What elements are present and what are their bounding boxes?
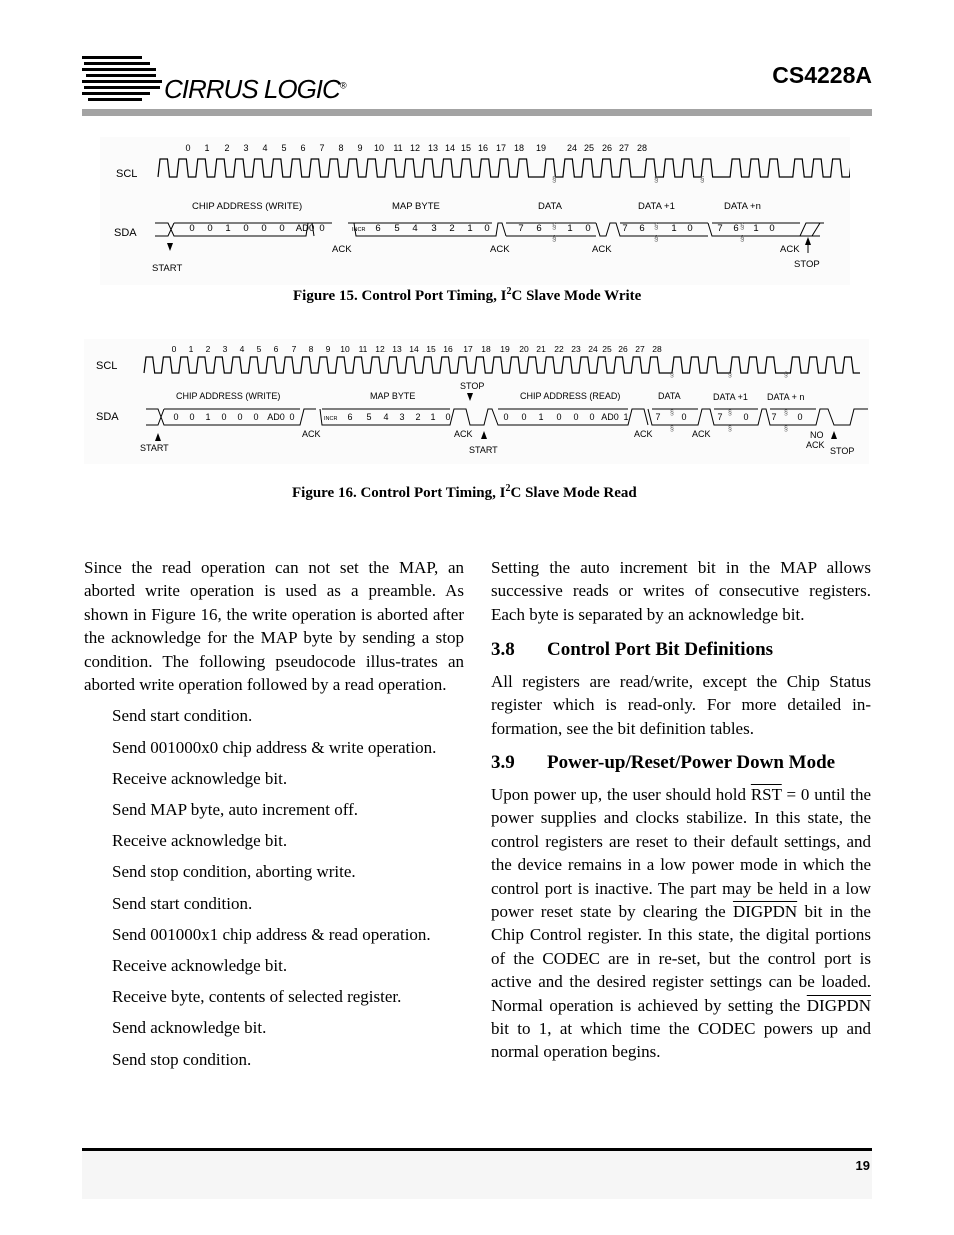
fig15-clock-number: 19 — [535, 143, 547, 153]
pseudocode-step: Send stop condition. — [112, 1049, 252, 1069]
fig16-map-bit: 3 — [399, 412, 405, 422]
figure-15-caption: Figure 15. Control Port Timing, $I^2C$ Slave Mode Write — [293, 286, 642, 304]
fig16-section-data-plus-n: DATA + n — [767, 392, 805, 402]
fig15-clock-number: 3 — [243, 143, 249, 153]
fig16-clock-number: 27 — [635, 344, 645, 354]
fig16-datan-bit: 0 — [797, 412, 803, 422]
fig15-bit-labels — [189, 223, 774, 234]
page-number: 19 — [855, 1158, 870, 1173]
pseudocode-step: Send 001000x0 chip address & write operation. — [112, 737, 437, 757]
svg-text:§: § — [784, 426, 788, 433]
fig16-clock-number: 24 — [588, 344, 598, 354]
fig16-clock-number: 12 — [375, 344, 385, 354]
fig16-clock-number: 14 — [409, 344, 419, 354]
fig16-chip-write-bit: 1 — [205, 412, 211, 422]
fig15-chip-bit: 0 — [319, 223, 325, 234]
svg-text:§: § — [654, 234, 659, 243]
fig16-clock-number: 26 — [618, 344, 628, 354]
fig16-clock-number: 22 — [554, 344, 564, 354]
svg-text:§: § — [670, 410, 674, 417]
pseudocode-step: Receive acknowledge bit. — [112, 768, 288, 788]
fig16-chip-read-bit: AD0 — [601, 412, 619, 422]
fig15-clock-number: 14 — [444, 143, 456, 153]
fig16-no-ack-line-2: ACK — [806, 440, 825, 450]
rst-signal: $\overline{RST}$ — [750, 785, 782, 804]
fig16-clock-number: 16 — [443, 344, 453, 354]
fig15-map-bit: 3 — [431, 223, 437, 234]
pseudocode-step: Send acknowledge bit. — [112, 1018, 267, 1038]
fig16-break-marks — [670, 372, 788, 433]
fig15-sda-label: SDA — [114, 227, 137, 239]
fig15-data1-bit: 7 — [622, 223, 628, 234]
fig15-clock-number: 15 — [460, 143, 472, 153]
fig15-map-bit: 0 — [484, 223, 490, 234]
fig16-clock-number: 5 — [256, 344, 262, 354]
fig16-clock-number: 13 — [392, 344, 402, 354]
left-column — [84, 556, 464, 1079]
fig16-section-chip-address-read: CHIP ADDRESS (READ) — [520, 391, 621, 401]
fig16-restart-label: START — [469, 445, 498, 455]
figure-15-timing-diagram — [100, 137, 850, 285]
fig15-data-bit: 0 — [585, 223, 591, 234]
fig16-chip-read-bit: 0 — [556, 412, 562, 422]
svg-text:§: § — [728, 426, 732, 433]
fig16-bit-labels — [173, 412, 802, 422]
pseudocode-step: Send start condition. — [112, 706, 253, 726]
fig15-clock-number: 0 — [185, 143, 191, 153]
svg-text:§: § — [670, 426, 674, 433]
fig16-section-chip-address-write: CHIP ADDRESS (WRITE) — [176, 391, 281, 401]
fig16-chip-read-bit: 0 — [589, 412, 595, 422]
fig16-ack-4: ACK — [692, 429, 711, 439]
fig16-scl-label: SCL — [96, 360, 118, 372]
fig15-scl-waveform — [158, 159, 850, 177]
fig15-data-bit: 7 — [518, 223, 524, 234]
fig16-clock-number: 3 — [222, 344, 228, 354]
fig15-ack-3: ACK — [592, 244, 612, 255]
fig16-clock-number: 6 — [273, 344, 279, 354]
fig15-map-bit: 4 — [412, 223, 418, 234]
fig15-datan-bit: 7 — [717, 223, 723, 234]
svg-text:§: § — [654, 222, 659, 231]
svg-text:§: § — [552, 175, 557, 184]
fig16-data-bit: 0 — [681, 412, 687, 422]
fig16-start-label: START — [140, 443, 169, 453]
svg-text:§: § — [728, 410, 732, 417]
fig16-clock-numbers — [172, 344, 662, 354]
fig16-ack-1: ACK — [302, 429, 321, 439]
fig16-chip-write-bit: 0 — [189, 412, 195, 422]
fig16-chip-read-bit: 1 — [623, 412, 629, 422]
fig16-map-bit: 2 — [415, 412, 421, 422]
fig16-clock-number: 11 — [358, 344, 368, 354]
fig16-chip-write-bit: 0 — [253, 412, 259, 422]
fig15-clock-number: 28 — [636, 143, 648, 153]
fig15-start-arrow — [167, 243, 173, 251]
svg-text:§: § — [728, 372, 732, 379]
digpdn-bit: DIGPDN — [732, 902, 798, 922]
fig16-ack-3: ACK — [634, 429, 653, 439]
fig16-clock-number: 21 — [536, 344, 546, 354]
pseudocode-step: Send start condition. — [112, 893, 253, 913]
fig16-ack-2: ACK — [454, 429, 473, 439]
fig16-data1-bit: 7 — [717, 412, 723, 422]
fig15-map-bit: 2 — [449, 223, 455, 234]
fig16-sda-label: SDA — [96, 411, 119, 423]
fig15-section-data: DATA — [538, 201, 562, 212]
fig15-clock-number: 6 — [300, 143, 306, 153]
fig16-no-ack-line-1: NO — [810, 430, 824, 440]
fig15-map-bit: 5 — [394, 223, 400, 234]
fig16-incr-label: INCR — [324, 416, 338, 422]
fig15-clock-number: 7 — [319, 143, 325, 153]
svg-text:§: § — [670, 372, 674, 379]
fig15-chip-bit: 0 — [207, 223, 213, 234]
svg-text:§: § — [740, 234, 745, 243]
fig16-section-map-byte: MAP BYTE — [370, 391, 416, 401]
fig15-ack-2: ACK — [490, 244, 510, 255]
fig16-clock-number: 17 — [463, 344, 473, 354]
fig15-ack-1: ACK — [332, 244, 352, 255]
fig15-clock-numbers — [185, 143, 647, 153]
fig15-ack-4: ACK — [780, 244, 800, 255]
fig15-datan-bit: 1 — [753, 223, 759, 234]
intro-paragraph: Since the read operation can not set the MAP, an aborted write operation is used as a preamble. As shown in Figure 16, the write operation is aborted after the acknowledge for the MAP byte by sending a stop condition. The following pseudocode illus-trates an aborted write operation followed by a read operation. — [84, 558, 464, 695]
pseudocode-step: Send MAP byte, auto increment off. — [112, 800, 358, 819]
fig15-map-bit: 1 — [467, 223, 473, 234]
fig16-clock-number: 28 — [652, 344, 662, 354]
fig15-clock-number: 9 — [357, 143, 363, 153]
fig15-section-data-plus-1: DATA +1 — [638, 201, 675, 212]
figure-16-timing-diagram — [84, 339, 869, 464]
pseudocode-step: Receive acknowledge bit. — [112, 831, 288, 851]
fig15-clock-number: 27 — [618, 143, 630, 153]
fig15-datan-bit: 0 — [769, 223, 775, 234]
fig16-stop-mid-arrow — [467, 393, 473, 401]
fig16-chip-read-bit: 0 — [573, 412, 579, 422]
fig15-clock-number: 16 — [477, 143, 489, 153]
fig15-clock-number: 25 — [583, 143, 595, 153]
fig16-map-bit: 0 — [445, 412, 451, 422]
fig16-clock-number: 23 — [571, 344, 581, 354]
fig16-start-arrow — [155, 433, 161, 441]
fig15-chip-bit: 0 — [261, 223, 267, 234]
fig16-data1-bit: 0 — [743, 412, 749, 422]
fig15-chip-bit: 0 — [243, 223, 249, 234]
fig16-datan-bit: 7 — [771, 412, 777, 422]
fig15-chip-bit: 0 — [189, 223, 195, 234]
header-rule — [82, 109, 872, 116]
document-id: CS4228A — [772, 62, 872, 88]
digpdn-bit: DIGPDN — [806, 995, 871, 1015]
fig16-clock-number: 0 — [171, 344, 177, 354]
fig15-section-map-byte: MAP BYTE — [392, 201, 440, 212]
fig15-clock-number: 17 — [495, 143, 507, 153]
pseudocode-step: Receive byte, contents of selected register. — [112, 987, 402, 1007]
fig15-stop-label: STOP — [794, 259, 820, 270]
svg-text:§: § — [654, 175, 659, 184]
fig16-section-data-plus-1: DATA +1 — [713, 392, 748, 402]
pseudocode-step: Send stop condition, aborting write. — [112, 862, 356, 882]
fig15-incr-label: INCR — [352, 227, 366, 233]
fig16-chip-write-bit: 0 — [289, 412, 295, 422]
fig16-chip-read-bit: 0 — [521, 412, 527, 422]
fig15-clock-number: 13 — [427, 143, 439, 153]
svg-text:§: § — [784, 372, 788, 379]
svg-text:§: § — [552, 222, 557, 231]
fig15-clock-number: 11 — [393, 143, 403, 153]
fig15-chip-bit: AD0 — [295, 223, 315, 234]
fig16-clock-number: 25 — [602, 344, 612, 354]
fig15-clock-number: 12 — [409, 143, 421, 153]
company-name: CIRRUS LOGIC® — [164, 74, 346, 104]
fig15-clock-number: 5 — [281, 143, 287, 153]
fig16-chip-write-bit: 0 — [237, 412, 243, 422]
fig16-scl-waveform — [144, 357, 860, 373]
fig16-clock-number: 20 — [519, 344, 529, 354]
fig16-map-bit: 4 — [383, 412, 389, 422]
footer-band — [82, 1151, 872, 1199]
fig15-clock-number: 24 — [566, 143, 578, 153]
fig16-stop-label: STOP — [830, 446, 855, 456]
fig16-chip-read-bit: 1 — [538, 412, 544, 422]
fig15-section-data-plus-n: DATA +n — [724, 201, 761, 212]
fig16-chip-write-bit: 0 — [221, 412, 227, 422]
figure-16-caption: Figure 16. Control Port Timing, $I^2C$ Slave Mode Read — [292, 483, 637, 501]
fig15-clock-number: 1 — [204, 143, 210, 153]
fig15-clock-number: 2 — [224, 143, 230, 153]
fig15-scl-label: SCL — [116, 168, 138, 180]
section-3-8-heading: 3.8 Control Port Bit Definitions — [491, 639, 774, 660]
fig16-clock-number: 19 — [500, 344, 510, 354]
fig16-stop-arrow — [831, 431, 837, 439]
fig16-section-data: DATA — [658, 391, 681, 401]
fig16-clock-number: 7 — [291, 344, 297, 354]
fig15-data-bit: 1 — [567, 223, 573, 234]
fig15-data1-bit: 0 — [687, 223, 693, 234]
fig16-clock-number: 8 — [308, 344, 314, 354]
fig16-chip-write-bit: AD0 — [267, 412, 285, 422]
fig16-clock-number: 10 — [340, 344, 350, 354]
svg-text:§: § — [552, 234, 557, 243]
fig16-clock-number: 1 — [188, 344, 194, 354]
fig16-section-stop: STOP — [460, 381, 485, 391]
fig16-map-bit: 5 — [366, 412, 372, 422]
fig16-clock-number: 4 — [239, 344, 245, 354]
fig16-chip-read-bit: 0 — [503, 412, 509, 422]
fig15-section-chip-address: CHIP ADDRESS (WRITE) — [192, 201, 303, 212]
fig16-restart-arrow — [481, 431, 487, 439]
fig15-data1-bit: 6 — [639, 223, 645, 234]
fig15-data1-bit: 1 — [671, 223, 677, 234]
svg-text:§: § — [700, 175, 705, 184]
pseudocode-list — [84, 704, 464, 1078]
fig15-start-label: START — [152, 263, 183, 274]
fig16-clock-number: 15 — [426, 344, 436, 354]
fig15-map-bit: 6 — [375, 223, 381, 234]
fig16-clock-number: 18 — [481, 344, 491, 354]
pseudocode-step: Send 001000x1 chip address & read operation. — [112, 924, 431, 944]
fig16-clock-number: 2 — [205, 344, 211, 354]
fig16-clock-number: 9 — [325, 344, 331, 354]
fig15-chip-bit: 0 — [279, 223, 285, 234]
logo-stripes-graphic — [82, 50, 172, 106]
fig15-stop-arrow — [805, 237, 811, 245]
fig16-data-bit: 7 — [655, 412, 661, 422]
fig15-clock-number: 4 — [262, 143, 268, 153]
fig15-datan-bit: 6 — [733, 223, 739, 234]
fig16-map-bit: 6 — [347, 412, 353, 422]
svg-text:§: § — [784, 410, 788, 417]
fig15-clock-number: 10 — [373, 143, 385, 153]
svg-text:§: § — [740, 222, 745, 231]
pseudocode-step: Receive acknowledge bit. — [112, 955, 288, 975]
fig16-chip-write-bit: 0 — [173, 412, 179, 422]
fig15-data-bit: 6 — [536, 223, 542, 234]
auto-increment-paragraph: Setting the auto increment bit in the MAP allows successive reads or writes of consecutive registers. Each byte is separated by an acknowledge bit. — [491, 558, 871, 624]
fig15-clock-number: 18 — [513, 143, 525, 153]
bit-definitions-paragraph: All registers are read/write, except the Chip Status register which is read-only. For more detailed in-formation, see the bit definition tables. — [491, 672, 871, 738]
power-up-paragraph: Upon power up, the user should hold $\overline{RST} = 0$ until the power supplies and clocks stabilize. In this state, the control registers are reset to their default settings, and the device remains in a low power mode in which the control port is inactive. The part may be held in a low power reset state by clearing the DIGPDN bit in the Chip Control register. In this state, the digital portions of the CODEC are in re-set, but the control port is active and the desired register settings can be loaded. Normal operation is achieved by setting the DIGPDN bit to 1, at which time the CODEC powers up and normal operation begins. — [491, 785, 871, 1062]
fig15-clock-number: 26 — [601, 143, 613, 153]
section-3-9-heading: 3.9 Power-up/Reset/Power Down Mode — [491, 752, 836, 773]
fig15-clock-number: 8 — [338, 143, 344, 153]
fig15-chip-bit: 1 — [225, 223, 231, 234]
fig16-map-bit: 1 — [430, 412, 436, 422]
